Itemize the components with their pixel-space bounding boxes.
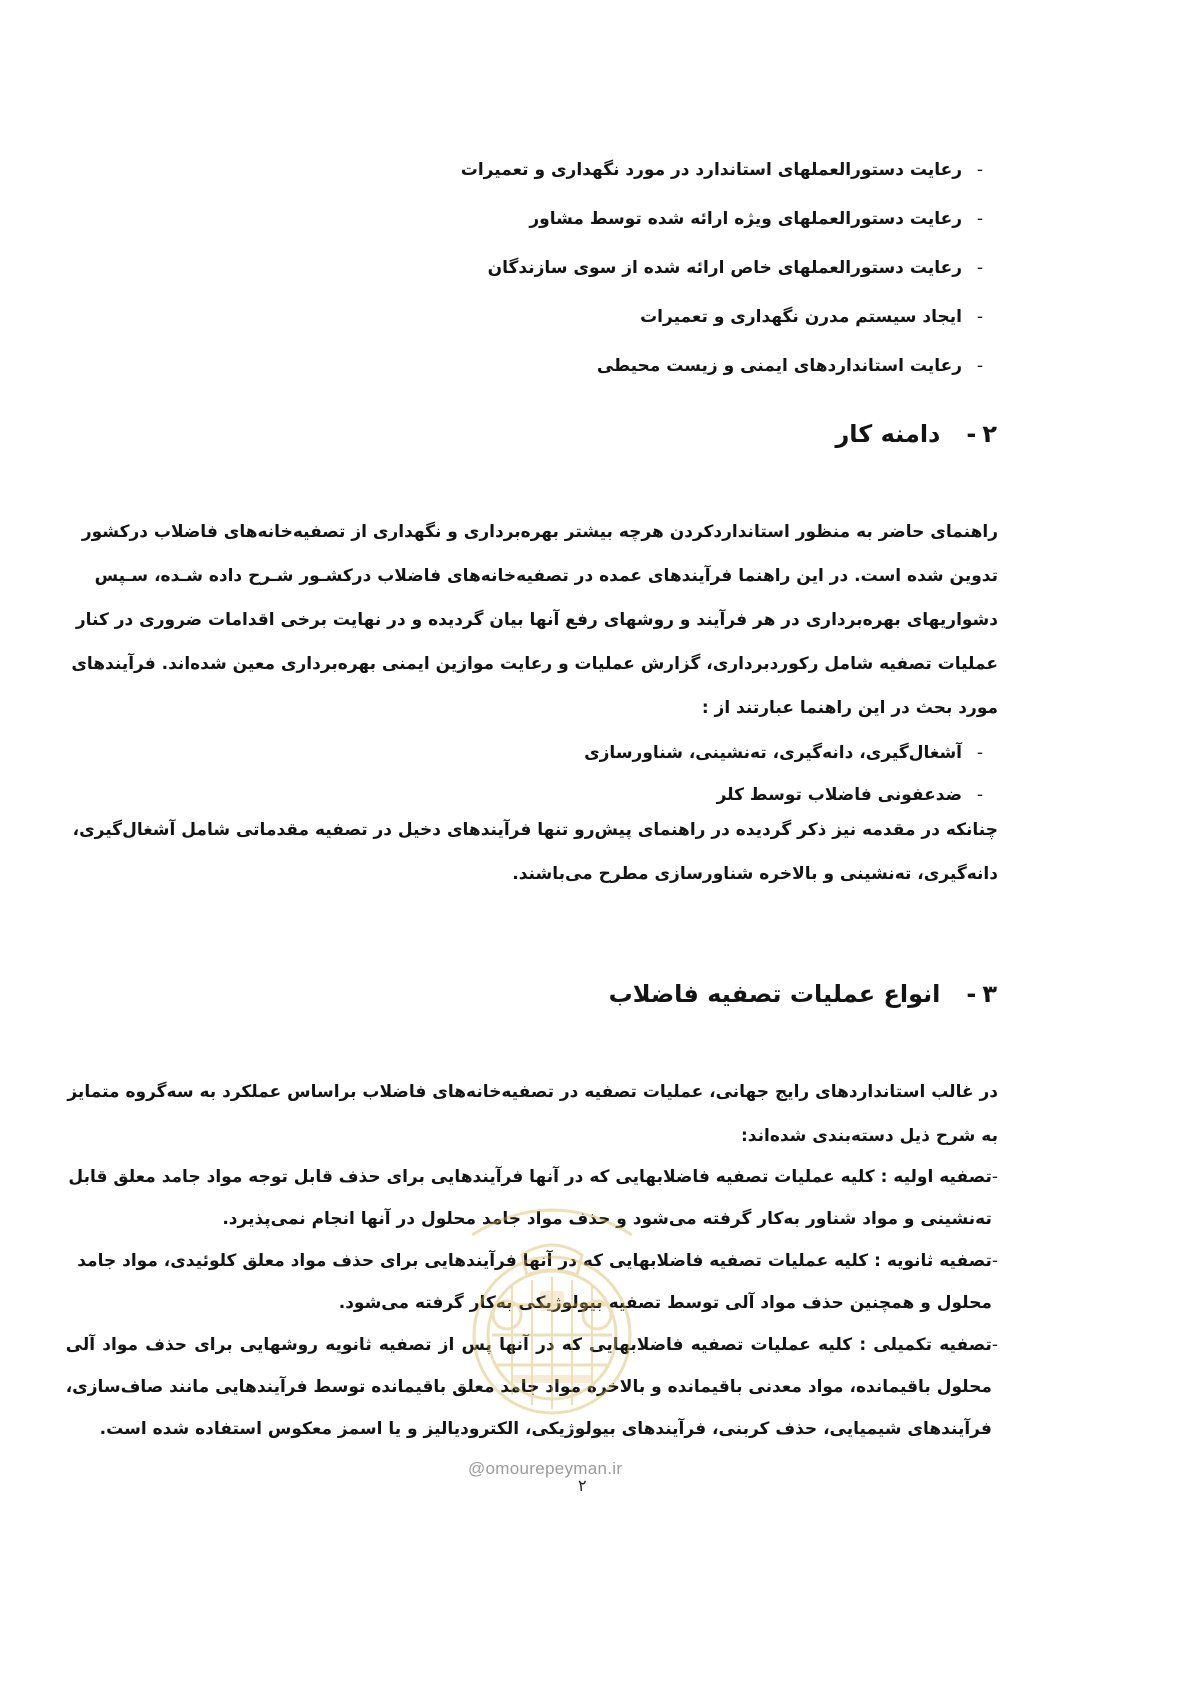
paragraph-line: راهنمای حاضر به منظور استانداردکردن هرچه بیشتر بهره‌برداری و نگهداری از تصفیه‌خانه‌های فاضلاب درکشور [81, 522, 998, 542]
list-item [178, 195, 998, 244]
list-item [178, 244, 998, 293]
bullet-dash: - [991, 1335, 998, 1355]
list-item [178, 293, 998, 342]
bullet-dash: - [976, 258, 984, 278]
section-number: ۳ - [966, 980, 997, 1008]
bullet-dash: - [976, 307, 984, 327]
list-item-text: ایجاد سیستم مدرن نگهداری و تعمیرات [640, 307, 962, 327]
watermark-site-text: @omourepeyman.ir [468, 1459, 623, 1478]
item-line: تصفیه تکمیلی : کلیه عملیات تصفیه فاضلابهایی که در آنها پس از تصفیه ثانویه روشهایی برای حذف مواد آلی [65, 1335, 992, 1355]
list-item-text [66, 1324, 992, 1450]
list-item-text [77, 1240, 992, 1324]
paragraph-line: مورد بحث در این راهنما عبارتند از : [701, 698, 998, 718]
paragraph-line: در غالب استانداردهای رایج جهانی، عملیات تصفیه در تصفیه‌خانه‌های فاضلاب براساس عملکرد به سه‌گروه متمایز [67, 1082, 998, 1102]
item-line: تصفیه ثانویه : کلیه عملیات تصفیه فاضلابهایی که در آنها فرآیندهایی برای حذف مواد معلق کلوئیدی، مواد جامد [77, 1251, 992, 1271]
section-number: ۲ - [966, 420, 997, 448]
list-item-text: رعایت دستورالعملهای استاندارد در مورد نگهداری و تعمیرات [460, 160, 962, 180]
section-3-heading [609, 980, 997, 1008]
item-line: محلول و همچنین حذف مواد آلی توسط تصفیه بیولوژیکی به‌کار گرفته می‌شود. [338, 1293, 992, 1313]
paragraph-line: دانه‌گیری، ته‌نشینی و بالاخره شناورسازی مطرح می‌باشند. [512, 864, 998, 884]
bullet-dash: - [976, 160, 984, 180]
item-line: تصفیه اولیه : کلیه عملیات تصفیه فاضلابهایی که در آنها فرآیندهایی برای حذف قابل توجه مواد جامد معلق قابل [68, 1167, 992, 1187]
list-item-text: رعایت دستورالعملهای خاص ارائه شده از سوی سازندگان [487, 258, 962, 278]
list-item-text [68, 1156, 991, 1240]
bullet-dash: - [991, 1251, 998, 1271]
item-line: فرآیندهای شیمیایی، حذف کربنی، فرآیندهای بیولوژیکی، الکترودیالیز و یا اسمز معکوس استفاده شده است. [99, 1419, 992, 1439]
list-item-primary-treatment [68, 1156, 998, 1240]
paragraph-line: چنانکه در مقدمه نیز ذکر گردیده در راهنمای پیش‌رو تنها فرآیندهای دخیل در تصفیه مقدماتی شامل آشغال‌گیری، [72, 820, 998, 840]
bullet-dash: - [976, 209, 984, 229]
treatment-intro-paragraph [67, 1070, 998, 1158]
page-number: ۲ [578, 1476, 587, 1495]
list-item [178, 342, 998, 391]
requirements-list [178, 146, 998, 391]
scope-paragraph [71, 510, 998, 730]
item-line: ته‌نشینی و مواد شناور به‌کار گرفته می‌شود و حذف مواد جامد محلول در آنها انجام نمی‌پذیرد. [222, 1209, 992, 1229]
bullet-dash: - [976, 785, 984, 805]
list-item-text: رعایت استانداردهای ایمنی و زیست محیطی [596, 356, 962, 376]
paragraph-line: تدوین شده است. در این راهنما فرآیندهای عمده در تصفیه‌خانه‌های فاضلاب درکشـور شـرح داده شـده، سـپس [94, 566, 998, 586]
bullet-dash: - [991, 1167, 998, 1187]
bullet-dash: - [976, 356, 984, 376]
list-item [178, 146, 998, 195]
paragraph-line: عملیات تصفیه شامل رکوردبرداری، گزارش عملیات و رعایت موازین ایمنی بهره‌برداری معین شده‌اند. فرآیندهای [71, 654, 998, 674]
process-list [198, 732, 998, 816]
paragraph-line: به شرح ذیل دسته‌بندی شده‌اند: [740, 1126, 998, 1146]
section-title: دامنه کار [835, 420, 941, 448]
section-title: انواع عملیات تصفیه فاضلاب [608, 980, 941, 1008]
list-item-text: رعایت دستورالعملهای ویژه ارائه شده توسط مشاور [529, 209, 962, 229]
section-2-heading [835, 420, 997, 448]
list-item-secondary-treatment [77, 1240, 998, 1324]
list-item [198, 732, 998, 774]
closing-paragraph [72, 808, 998, 896]
paragraph-line: دشواریهای بهره‌برداری در هر فرآیند و روشهای رفع آنها بیان گردیده و در نهایت برخی اقدامات ضروری در کنار [75, 610, 998, 630]
list-item-tertiary-treatment [65, 1324, 998, 1450]
bullet-dash: - [976, 743, 984, 763]
list-item-text: آشغال‌گیری، دانه‌گیری، ته‌نشینی، شناورسازی [584, 743, 962, 763]
item-line: محلول باقیمانده، مواد معدنی باقیمانده و بالاخره مواد جامد معلق باقیمانده توسط فرآیندهایی مانند صاف‌سازی، [65, 1377, 992, 1397]
treatment-types-list [65, 1156, 998, 1450]
list-item-text: ضدعفونی فاضلاب توسط کلر [716, 785, 962, 805]
